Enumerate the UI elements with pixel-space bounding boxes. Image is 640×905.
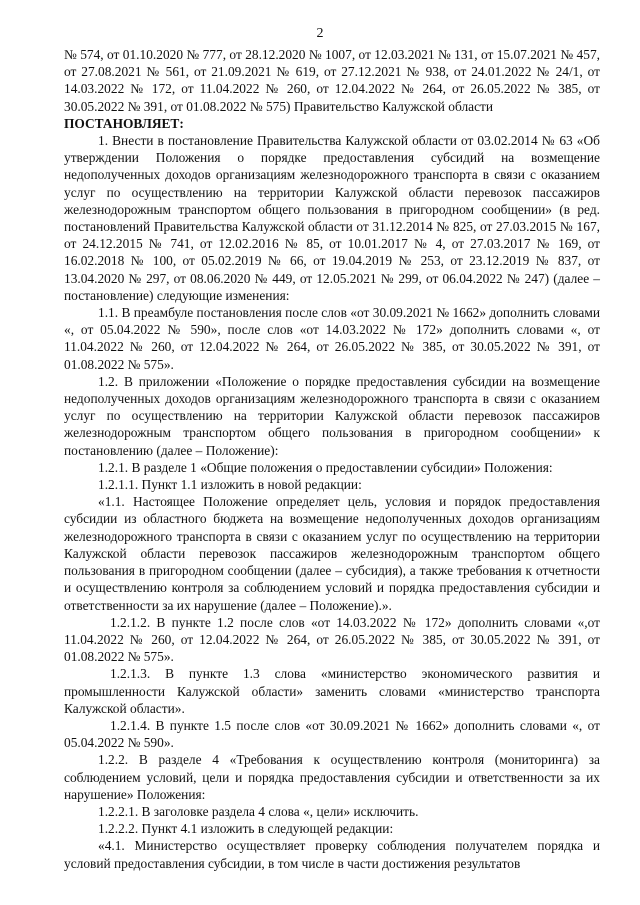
paragraph-item-1-1: 1.1. В преамбуле постановления после слов «от 30.09.2021 № 1662» дополнить словами «, от 05.04.2022 № 590», после слов «от 14.03.2022 № 172» дополнить словами «, от 11.04.2022 № 260, от 12.04.2022 № 264, от 26.05.2022 № 385, от 30.05.2022 № 391, от 01.08.2022 № 575». <box>64 305 600 372</box>
paragraph-clause-1-1: «1.1. Настоящее Положение определяет цель, условия и порядок предоставления субсидии из областного бюджета на возмещение недополученных доходов организациям железнодорожного транспорта в связи с оказанием услуг по осуществлению на территории Калужской области перевозок пассажиров железнодорожным транспортом общего пользования в пригородном сообщении (далее – субсидия), а также требования к отчетности и осуществлению контроля за соблюдением условий и порядка предоставления субсидии и ответственности за их нарушение (далее – Положение).». <box>64 494 600 613</box>
paragraph-item-1-2: 1.2. В приложении «Положение о порядке предоставления субсидии на возмещение недополученных доходов организациям железнодорожного транспорта в связи с оказанием услуг по осуществлению на территории Калужской области перевозок пассажиров железнодорожным транспортом общего пользования в пригородном сообщении» к постановлению (далее – Положение): <box>64 373 600 458</box>
paragraph-item-1-2-2: 1.2.2. В разделе 4 «Требования к осуществлению контроля (мониторинга) за соблюдением условий, цели и порядка предоставления субсидии и ответственности за их нарушение» Положения: <box>64 752 600 802</box>
paragraph-item-1: 1. Внести в постановление Правительства Калужской области от 03.02.2014 № 63 «Об утверждении Положения о порядке предоставления субсидий на возмещение недополученных доходов организациям железнодорожного транспорта в связи с оказанием услуг по осуществлению на территории Калужской области перевозок пассажиров железнодорожным транспортом общего пользования в пригородном сообщении» (в ред. постановлений Правительства Калужской области от 31.12.2014 № 825, от 27.03.2015 № 167, от 24.12.2015 № 741, от 12.02.2016 № 85, от 10.01.2017 № 4, от 27.03.2017 № 169, от 16.02.2018 № 100, от 05.02.2019 № 66, от 19.04.2019 № 253, от 23.12.2019 № 837, от 13.04.2020 № 297, от 08.06.2020 № 449, от 12.05.2021 № 299, от 06.04.2022 № 247) (далее – постановление) следующие изменения: <box>64 133 600 303</box>
paragraph-decree-list: № 574, от 01.10.2020 № 777, от 28.12.2020 № 1007, от 12.03.2021 № 131, от 15.07.2021 № 457, от 27.08.2021 № 561, от 21.09.2021 № 619, от 27.12.2021 № 938, от 24.01.2022 № 24/1, от 14.03.2022 № 172, от 11.04.2022 № 260, от 12.04.2022 № 264, от 26.05.2022 № 385, от 30.05.2022 № 391, от 01.08.2022 № 575) Правительство Калужской области <box>64 47 600 114</box>
paragraph-item-1-2-1: 1.2.1. В разделе 1 «Общие положения о предоставлении субсидии» Положения: <box>98 459 553 475</box>
document-body <box>64 46 600 872</box>
paragraph-item-1-2-1-4: 1.2.1.4. В пункте 1.5 после слов «от 30.09.2021 № 1662» дополнить словами «, от 05.04.2022 № 590». <box>64 717 600 751</box>
decree-heading: ПОСТАНОВЛЯЕТ: <box>64 115 184 131</box>
page-number: 2 <box>316 26 324 41</box>
paragraph-item-1-2-1-2: 1.2.1.2. В пункте 1.2 после слов «от 14.03.2022 № 172» дополнить словами «,от 11.04.2022 № 260, от 12.04.2022 № 264, от 26.05.2022 № 385, от 30.05.2022 № 391, от 01.08.2022 № 575». <box>64 614 600 665</box>
paragraph-clause-4-1: «4.1. Министерство осуществляет проверку соблюдения получателем порядка и условий предоставления субсидии, в том числе в части достижения результатов <box>64 838 600 871</box>
paragraph-item-1-2-1-3: 1.2.1.3. В пункте 1.3 слова «министерство экономического развития и промышленности Калужской области» заменить словами «министерство транспорта Калужской области». <box>64 666 600 716</box>
paragraph-item-1-2-1-1: 1.2.1.1. Пункт 1.1 изложить в новой редакции: <box>98 477 362 493</box>
paragraph-item-1-2-2-1: 1.2.2.1. В заголовке раздела 4 слова «, цели» исключить. <box>98 803 419 819</box>
paragraph-item-1-2-2-2: 1.2.2.2. Пункт 4.1 изложить в следующей редакции: <box>98 821 394 837</box>
